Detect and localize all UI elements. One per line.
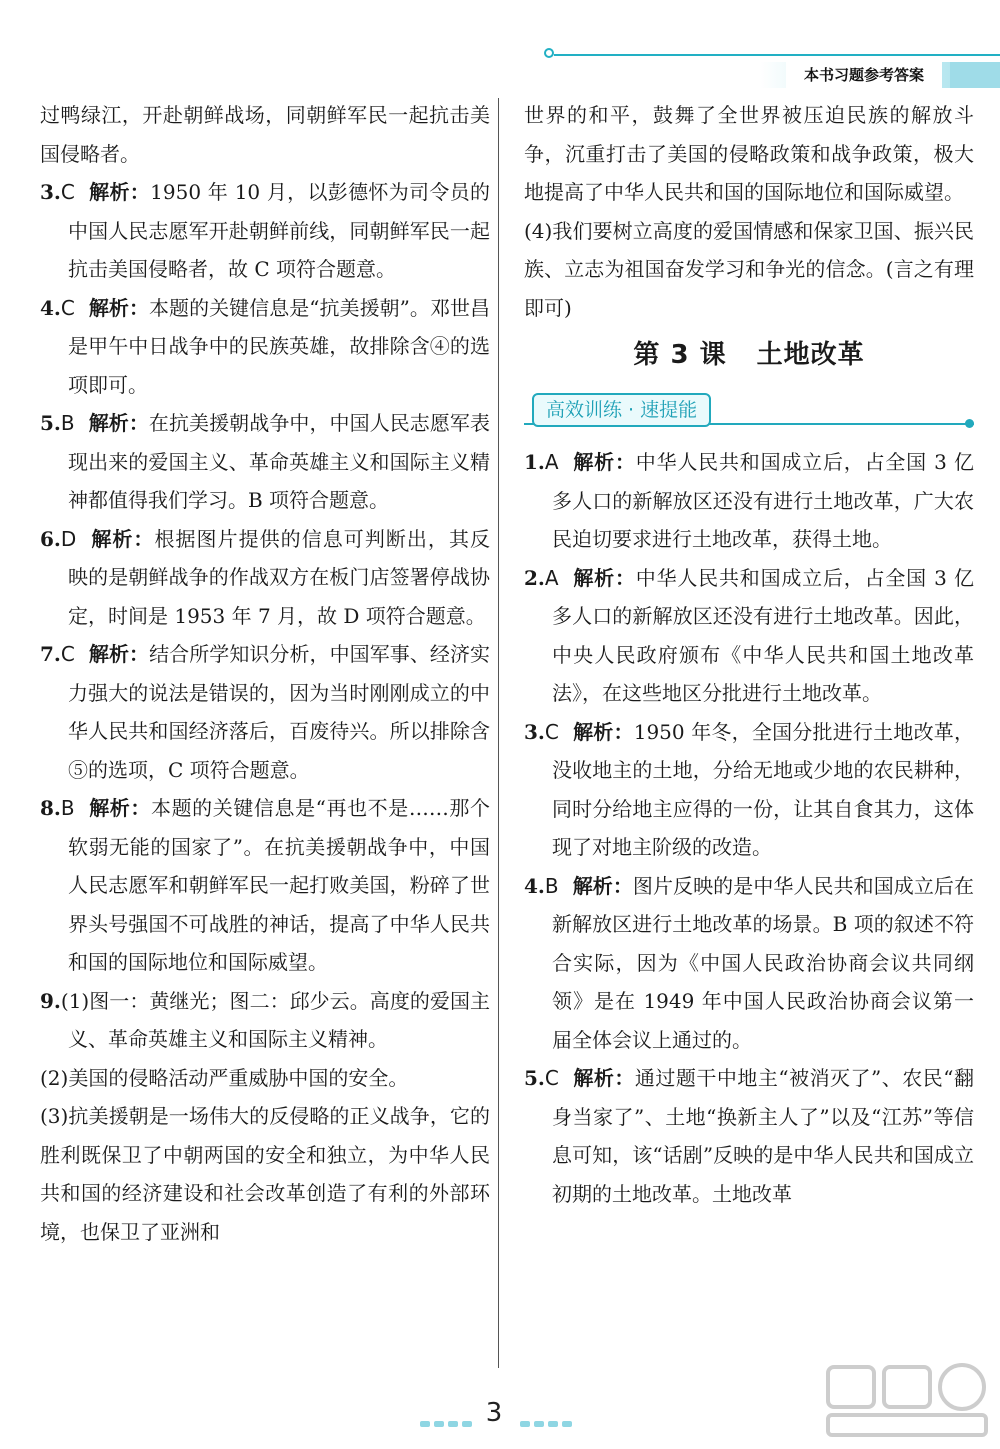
analysis-label: 解析：	[572, 565, 636, 590]
banner-dot-ornament	[965, 419, 974, 428]
answer-item-5	[40, 404, 490, 520]
footer-ornament-right	[520, 1412, 576, 1418]
answer-part-3: (3)抗美援朝是一场伟大的反侵略的正义战争，它的胜利既保卫了中朝两国的安全和独立，为中华人民共和国的经济建设和社会改革创造了有利的外部环境，也保卫了亚洲和	[40, 1104, 490, 1244]
item-number: 9.	[40, 988, 61, 1013]
answer-letter: C	[60, 295, 75, 320]
analysis-label: 解析：	[88, 642, 150, 666]
analysis-text: 中华人民共和国成立后，占全国 3 亿多人口的新解放区还没有进行土地改革，广大农民迫切要求进行土地改革，获得土地。	[552, 450, 974, 551]
answer-item-4	[524, 867, 974, 1060]
answer-letter: B	[60, 796, 75, 820]
answer-item-1	[524, 443, 974, 559]
answer-part-1: (1)图一：黄继光；图二：邱少云。高度的爱国主义、革命英雄主义和国际主义精神。	[60, 988, 490, 1051]
analysis-text: 中华人民共和国成立后，占全国 3 亿多人口的新解放区还没有进行土地改革。因此，中央人民政府颁布《中华人民共和国土地改革法》，在这些地区分批进行土地改革。	[552, 565, 974, 705]
analysis-label: 解析：	[88, 295, 149, 320]
answer-letter: A	[544, 565, 559, 590]
analysis-text: 通过题干中地主“被消灭了”、农民“翻身当家了”、土地“换新主人了”以及“江苏”等信息可知，该“话剧”反映的是中华人民共和国成立初期的土地改革。土地改革	[552, 1066, 974, 1206]
analysis-label: 解析：	[572, 873, 633, 898]
analysis-text: 根据图片提供的信息可判断出，其反映的是朝鲜战争的作战双方在板门店签署停战协定，时间是 1953 年 7 月，故 D 项符合题意。	[68, 526, 491, 628]
analysis-text: 结合所学知识分析，中国军事、经济实力强大的说法是错误的，因为当时刚刚成立的中华人民共和国经济落后，百废待兴。所以排除含⑤的选项，C 项符合题意。	[68, 642, 491, 782]
lesson-title	[524, 335, 974, 375]
left-column	[40, 96, 490, 1251]
lesson-name: 土地改革	[756, 340, 865, 370]
answer-item-2	[524, 559, 974, 713]
answer-item-8	[40, 789, 490, 982]
answer-letter: B	[544, 873, 559, 898]
running-header	[540, 40, 1000, 90]
answer-letter: C	[60, 642, 75, 666]
analysis-label: 解析：	[572, 719, 634, 744]
answer-letter: C	[60, 180, 75, 204]
analysis-text: 本题的关键信息是“抗美援朝”。邓世昌是甲午中日战争中的民族英雄，故排除含④的选项即可。	[68, 295, 491, 397]
answer-item-4	[40, 289, 490, 405]
item-number: 5.	[524, 1066, 545, 1090]
column-divider	[498, 98, 499, 1368]
analysis-text: 1950 年冬，全国分批进行土地改革，没收地主的土地，分给无地或少地的农民耕种，同时分给地主应得的一份，让其自食其力，这体现了对地主阶级的改造。	[552, 719, 975, 859]
analysis-text: 本题的关键信息是“再也不是……那个软弱无能的国家了”。在抗美援朝战争中，中国人民志愿军和朝鲜军民一起打败美国，粉碎了世界头号强国不可战胜的神话，提高了中华人民共和国的国际地位和国际威望。	[68, 796, 491, 974]
answer-item-6	[40, 520, 490, 636]
item-number: 7.	[40, 642, 61, 666]
header-rule	[554, 54, 1000, 56]
item-number: 3.	[524, 719, 545, 744]
answer-item-3	[524, 713, 974, 867]
analysis-label: 解析：	[90, 526, 155, 551]
answer-item-3	[40, 173, 490, 289]
answer-letter: C	[544, 719, 559, 744]
analysis-label: 解析：	[88, 796, 151, 820]
item-number: 4.	[40, 295, 61, 320]
item-number: 4.	[524, 873, 545, 898]
header-dot-ornament	[544, 48, 554, 58]
answer-part-2: (2)美国的侵略活动严重威胁中国的安全。	[40, 1065, 409, 1090]
answer-letter: A	[544, 450, 559, 474]
item-number: 6.	[40, 526, 61, 551]
analysis-text: 在抗美援朝战争中，中国人民志愿军表现出来的爱国主义、革命英雄主义和国际主义精神都值得我们学习。B 项符合题意。	[68, 411, 491, 512]
item-number: 8.	[40, 796, 61, 820]
page-number: 3	[485, 1398, 503, 1428]
item-number: 1.	[524, 450, 545, 474]
analysis-text: 图片反映的是中华人民共和国成立后在新解放区进行土地改革的场景。B 项的叙述不符合实际，因为《中国人民政治协商会议共同纲领》是在 1949 年中国人民政治协商会议第一届全体会议上通过的。	[552, 873, 975, 1052]
answer-item-7	[40, 635, 490, 789]
analysis-text: 1950 年 10 月，以彭德怀为司令员的中国人民志愿军开赴朝鲜前线，同朝鲜军民一起抗击美国侵略者，故 C 项符合题意。	[68, 180, 491, 281]
answer-letter: D	[60, 526, 77, 551]
continuation-text: 世界的和平，鼓舞了全世界被压迫民族的解放斗争，沉重打击了美国的侵略政策和战争政策，极大地提高了中华人民共和国的国际地位和国际威望。	[524, 103, 974, 204]
analysis-label: 解析：	[572, 1066, 635, 1090]
answer-letter: B	[60, 411, 75, 435]
section-banner-label: 高效训练 · 速提能	[532, 393, 711, 427]
header-tail-block	[950, 62, 1000, 88]
watermark-logo	[822, 1361, 992, 1441]
analysis-label: 解析：	[572, 450, 636, 474]
answer-item-5	[524, 1059, 974, 1213]
answer-letter: C	[544, 1066, 559, 1090]
answer-item-9	[40, 982, 490, 1252]
item-number: 3.	[40, 180, 61, 204]
right-column	[524, 96, 974, 1213]
item-number: 5.	[40, 411, 61, 435]
header-title: 本书习题参考答案	[786, 62, 942, 88]
analysis-label: 解析：	[88, 180, 151, 204]
section-banner	[524, 393, 974, 431]
item-number: 2.	[524, 565, 545, 590]
footer-ornament-left	[420, 1412, 476, 1418]
lesson-number: 第 3 课	[633, 340, 727, 370]
continuation-text: 过鸭绿江，开赴朝鲜战场，同朝鲜军民一起抗击美国侵略者。	[40, 103, 490, 166]
analysis-label: 解析：	[88, 411, 149, 435]
answer-part-4: (4)我们要树立高度的爱国情感和保家卫国、振兴民族、立志为祖国奋发学习和争光的信念。(言之有理即可)	[524, 218, 974, 320]
